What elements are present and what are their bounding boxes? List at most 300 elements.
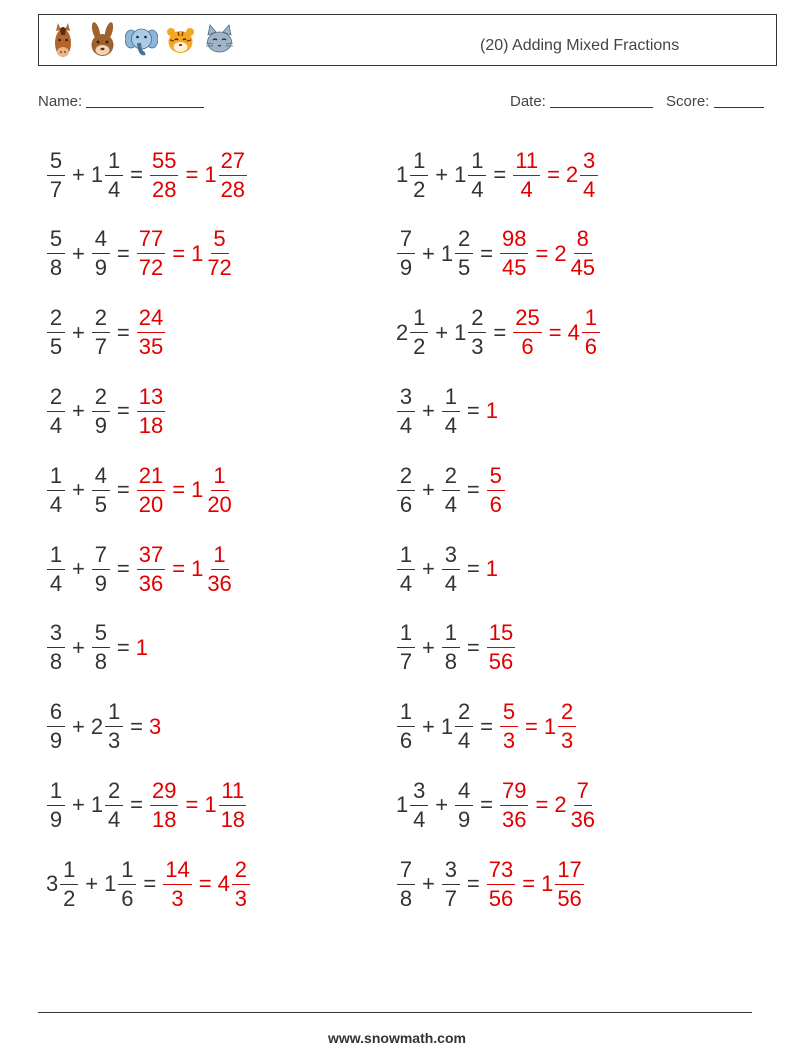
fraction <box>455 228 473 279</box>
mixed-number <box>191 541 235 596</box>
fraction <box>468 147 486 202</box>
denominator: 4 <box>444 412 457 438</box>
whole-part: 1 <box>454 162 467 187</box>
mixed-number <box>46 701 66 752</box>
denominator: 45 <box>570 255 596 281</box>
equals-sign: = <box>130 713 143 739</box>
cat-icon <box>203 21 236 59</box>
denominator: 7 <box>399 649 413 675</box>
mixed-number <box>512 147 541 202</box>
fraction <box>219 777 247 832</box>
plus-sign: + <box>422 556 435 581</box>
numerator: 13 <box>137 386 165 412</box>
mixed-number <box>396 383 416 438</box>
whole-part: 1 <box>90 162 104 187</box>
numerator: 2 <box>455 228 473 254</box>
fraction <box>92 228 110 279</box>
fraction <box>60 856 78 911</box>
fraction <box>137 383 165 438</box>
mixed-number <box>396 622 416 673</box>
denominator: 9 <box>49 728 63 754</box>
plus-sign: + <box>72 556 85 581</box>
numerator: 1 <box>397 622 415 648</box>
fraction <box>397 622 415 673</box>
equals-sign: = <box>116 634 130 660</box>
numerator: 2 <box>92 386 110 412</box>
denominator: 9 <box>94 255 107 281</box>
answer <box>136 307 166 358</box>
fraction <box>47 147 65 202</box>
denominator: 9 <box>457 806 471 832</box>
equals-sign: = <box>493 162 507 187</box>
fraction <box>513 307 541 358</box>
problem-row <box>46 460 235 520</box>
name-blank[interactable] <box>86 93 204 108</box>
answer <box>486 856 585 911</box>
fraction <box>205 462 233 517</box>
problem-row <box>46 539 235 599</box>
mixed-number <box>104 856 137 911</box>
mixed-number <box>46 462 66 517</box>
numerator: 6 <box>47 701 65 727</box>
numerator: 98 <box>500 228 528 254</box>
plus-sign: + <box>422 477 435 503</box>
fraction <box>487 622 515 673</box>
mixed-number <box>499 228 529 279</box>
whole-part: 1 <box>541 871 554 897</box>
mixed-number <box>91 462 111 517</box>
numerator: 2 <box>92 307 110 333</box>
fraction <box>397 541 415 596</box>
numerator: 5 <box>211 228 229 254</box>
fraction <box>92 462 110 517</box>
mixed-number <box>46 622 66 673</box>
numerator: 73 <box>487 859 515 885</box>
fraction <box>468 307 486 358</box>
mixed-number <box>204 777 248 832</box>
fraction <box>47 228 65 279</box>
answer <box>136 383 166 438</box>
numerator: 3 <box>442 859 460 885</box>
equals-sign: = <box>116 319 130 345</box>
fraction <box>580 147 598 202</box>
numerator: 5 <box>92 622 110 648</box>
denominator: 4 <box>107 176 121 202</box>
equals-sign: = <box>185 162 199 187</box>
numerator: 5 <box>47 150 65 176</box>
fraction <box>219 147 247 202</box>
problem-row <box>396 381 499 441</box>
problem-row <box>46 775 248 835</box>
fraction <box>105 701 123 752</box>
fraction <box>397 856 415 911</box>
mixed-number <box>162 856 192 911</box>
fraction <box>137 462 165 517</box>
mixed-number <box>499 777 529 832</box>
mixed-number <box>486 398 499 424</box>
footer-divider <box>38 1012 752 1013</box>
numerator: 1 <box>582 307 600 333</box>
equals-sign: = <box>535 792 549 818</box>
denominator: 4 <box>444 570 457 596</box>
denominator: 4 <box>107 806 121 832</box>
date-field[interactable] <box>510 93 653 110</box>
denominator: 36 <box>138 570 164 596</box>
mixed-number <box>46 777 66 832</box>
answer <box>486 398 499 424</box>
numerator: 7 <box>92 544 110 570</box>
denominator: 4 <box>49 570 63 596</box>
numerator: 7 <box>397 228 415 254</box>
plus-sign: + <box>72 319 85 345</box>
mixed-number <box>149 714 162 740</box>
mixed-number <box>486 556 499 582</box>
mixed-number <box>149 147 179 202</box>
numerator: 77 <box>137 228 165 254</box>
numerator: 15 <box>487 622 515 648</box>
mixed-number <box>136 228 166 279</box>
numerator: 29 <box>150 780 178 806</box>
mixed-number <box>191 228 235 279</box>
problem-row <box>396 618 516 678</box>
whole-part: 2 <box>554 240 567 266</box>
answer <box>149 714 162 740</box>
mixed-number <box>91 307 111 358</box>
whole-part: 4 <box>217 871 230 897</box>
mixed-number <box>136 383 166 438</box>
fraction <box>205 541 233 596</box>
answer <box>499 701 577 752</box>
answer <box>512 307 601 358</box>
numerator: 3 <box>397 386 415 412</box>
mixed-number <box>91 228 111 279</box>
fraction <box>118 856 136 911</box>
denominator: 9 <box>49 806 63 832</box>
numerator: 2 <box>47 307 65 333</box>
equals-sign: = <box>143 871 157 897</box>
numerator: 2 <box>47 386 65 412</box>
numerator: 1 <box>442 622 460 648</box>
mixed-number <box>554 777 598 832</box>
denominator: 36 <box>207 570 232 596</box>
fraction <box>500 701 518 752</box>
fraction <box>569 777 597 832</box>
denominator: 28 <box>220 176 246 202</box>
fraction <box>487 856 515 911</box>
mixed-number <box>91 541 111 596</box>
plus-sign: + <box>72 792 85 818</box>
mixed-number <box>512 307 542 358</box>
problem-row <box>396 697 577 757</box>
denominator: 72 <box>138 255 164 281</box>
whole-part: 1 <box>396 162 409 187</box>
denominator: 6 <box>521 334 534 360</box>
problem-row <box>396 854 585 914</box>
fraction <box>163 856 191 911</box>
numerator: 1 <box>47 544 65 570</box>
plus-sign: + <box>422 871 435 897</box>
fraction <box>92 541 110 596</box>
denominator: 5 <box>94 491 107 517</box>
equals-sign: = <box>466 871 480 897</box>
mixed-number <box>46 856 79 911</box>
numerator: 11 <box>219 780 246 806</box>
equals-sign: = <box>185 792 199 818</box>
mixed-number <box>136 462 166 517</box>
denominator: 9 <box>399 255 413 281</box>
whole-part: 1 <box>204 792 217 818</box>
denominator: 28 <box>151 176 177 202</box>
plus-sign: + <box>422 713 435 739</box>
fraction <box>137 541 165 596</box>
problem-row <box>396 460 506 520</box>
fraction <box>442 622 460 673</box>
fraction <box>92 307 110 358</box>
numerator: 1 <box>47 780 65 806</box>
mixed-number <box>46 228 66 279</box>
fraction <box>47 383 65 438</box>
denominator: 3 <box>234 885 247 911</box>
equals-sign: = <box>172 477 186 503</box>
mixed-number <box>454 777 474 832</box>
problem-row <box>46 303 166 363</box>
whole-part: 1 <box>191 477 204 503</box>
equals-sign: = <box>547 162 560 187</box>
equals-sign: = <box>172 556 186 581</box>
equals-sign: = <box>480 240 493 266</box>
fraction <box>410 147 428 202</box>
denominator: 6 <box>121 885 134 911</box>
numerator: 1 <box>442 386 460 412</box>
answer <box>499 777 598 832</box>
footer-site: www.snowmath.com <box>328 1030 466 1046</box>
denominator: 6 <box>399 728 413 754</box>
problem-row <box>396 145 599 205</box>
denominator: 4 <box>49 491 63 517</box>
problem-row <box>46 381 166 441</box>
denominator: 4 <box>471 176 484 202</box>
numerator: 3 <box>47 622 65 648</box>
fraction <box>47 622 65 673</box>
answer <box>149 777 248 832</box>
equals-sign: = <box>480 792 493 818</box>
mixed-number <box>441 228 474 279</box>
mixed-number <box>396 462 416 517</box>
fraction <box>47 777 65 832</box>
fraction <box>582 307 600 358</box>
plus-sign: + <box>72 477 85 503</box>
equals-sign: = <box>522 871 536 897</box>
name-field[interactable] <box>38 93 204 110</box>
equals-sign: = <box>130 792 143 818</box>
whole-part: 1 <box>485 398 498 424</box>
equals-sign: = <box>466 556 480 581</box>
fraction <box>397 383 415 438</box>
denominator: 6 <box>584 334 597 360</box>
equals-sign: = <box>116 398 130 424</box>
mixed-number <box>396 701 416 752</box>
answer <box>512 147 599 202</box>
mixed-number <box>454 147 487 202</box>
fraction <box>442 383 460 438</box>
denominator: 56 <box>557 885 582 911</box>
plus-sign: + <box>422 398 435 424</box>
answer <box>136 228 235 279</box>
mixed-number <box>204 147 248 202</box>
numerator: 2 <box>455 701 473 727</box>
answer <box>136 541 235 596</box>
numerator: 8 <box>574 228 592 254</box>
mixed-number <box>396 228 416 279</box>
fraction <box>232 856 250 911</box>
denominator: 4 <box>444 491 457 517</box>
mixed-number <box>486 622 516 673</box>
equals-sign: = <box>466 477 480 503</box>
numerator: 5 <box>47 228 65 254</box>
numerator: 3 <box>580 150 598 176</box>
mixed-number <box>91 622 111 673</box>
denominator: 4 <box>399 570 413 596</box>
fraction <box>500 228 528 279</box>
equals-sign: = <box>493 319 507 345</box>
plus-sign: + <box>85 871 99 897</box>
denominator: 72 <box>207 255 232 281</box>
numerator: 79 <box>500 780 528 806</box>
fraction <box>397 228 415 279</box>
equals-sign: = <box>116 556 130 581</box>
fraction <box>455 701 473 752</box>
fraction <box>47 701 65 752</box>
mixed-number <box>149 777 179 832</box>
plus-sign: + <box>72 634 85 660</box>
whole-part: 1 <box>396 792 409 818</box>
answer <box>162 856 251 911</box>
mixed-number <box>441 701 474 752</box>
denominator: 18 <box>220 806 246 832</box>
whole-part: 2 <box>565 162 579 187</box>
plus-sign: + <box>72 162 85 187</box>
problem-row <box>396 303 601 363</box>
denominator: 4 <box>457 728 471 754</box>
denominator: 8 <box>444 649 457 675</box>
mixed-number <box>90 147 124 202</box>
fraction <box>442 541 460 596</box>
numerator: 2 <box>468 307 486 333</box>
answer <box>136 635 149 661</box>
tiger-icon <box>164 21 197 59</box>
plus-sign: + <box>422 634 435 660</box>
horse-icon <box>47 21 80 59</box>
numerator: 2 <box>558 701 576 727</box>
mixed-number <box>486 462 506 517</box>
mixed-number <box>217 856 251 911</box>
equals-sign: = <box>116 477 130 503</box>
numerator: 27 <box>219 150 247 176</box>
numerator: 11 <box>513 150 540 176</box>
fraction <box>105 777 123 832</box>
denominator: 5 <box>49 334 63 360</box>
mixed-number <box>90 777 124 832</box>
numerator: 55 <box>150 150 178 176</box>
mixed-number <box>136 635 149 661</box>
score-blank[interactable] <box>714 93 764 108</box>
whole-part: 4 <box>567 319 580 345</box>
mixed-number <box>441 462 461 517</box>
whole-part: 1 <box>454 319 467 345</box>
numerator: 21 <box>137 465 165 491</box>
denominator: 20 <box>207 491 232 517</box>
denominator: 2 <box>63 885 76 911</box>
numerator: 1 <box>468 150 486 176</box>
numerator: 4 <box>455 780 473 806</box>
denominator: 8 <box>399 885 413 911</box>
denominator: 45 <box>501 255 527 281</box>
fraction <box>47 307 65 358</box>
numerator: 1 <box>105 150 123 176</box>
numerator: 1 <box>60 859 78 885</box>
denominator: 4 <box>520 176 533 202</box>
fraction <box>455 777 473 832</box>
fraction <box>47 462 65 517</box>
problem-row <box>46 854 251 914</box>
denominator: 36 <box>501 806 527 832</box>
fraction <box>150 777 178 832</box>
equals-sign: = <box>480 713 493 739</box>
whole-part: 1 <box>191 240 204 266</box>
mixed-number <box>191 462 235 517</box>
mixed-number <box>565 147 599 202</box>
denominator: 56 <box>488 885 514 911</box>
fraction <box>397 701 415 752</box>
denominator: 7 <box>49 176 63 202</box>
mixed-number <box>441 856 461 911</box>
whole-part: 3 <box>46 871 59 897</box>
denominator: 20 <box>138 491 164 517</box>
mixed-number <box>136 307 166 358</box>
donkey-icon <box>86 21 119 59</box>
whole-part: 1 <box>543 713 557 739</box>
numerator: 3 <box>410 780 428 806</box>
score-field[interactable] <box>666 93 764 110</box>
denominator: 9 <box>94 570 107 596</box>
numerator: 2 <box>397 465 415 491</box>
denominator: 8 <box>94 649 107 675</box>
answer <box>136 462 235 517</box>
numerator: 1 <box>410 150 428 176</box>
date-blank[interactable] <box>550 93 653 108</box>
problem-row <box>46 618 149 678</box>
equals-sign: = <box>172 240 186 266</box>
fraction <box>137 228 165 279</box>
denominator: 7 <box>444 885 457 911</box>
plus-sign: + <box>72 713 85 739</box>
fraction <box>555 856 583 911</box>
whole-part: 1 <box>440 713 454 739</box>
mixed-number <box>91 701 124 752</box>
fraction <box>442 462 460 517</box>
problem-row <box>396 224 598 284</box>
numerator: 1 <box>211 544 229 570</box>
denominator: 3 <box>502 728 516 754</box>
numerator: 5 <box>500 701 518 727</box>
numerator: 1 <box>397 544 415 570</box>
equals-sign: = <box>524 713 538 739</box>
denominator: 9 <box>94 412 107 438</box>
denominator: 3 <box>471 334 484 360</box>
mixed-number <box>441 622 461 673</box>
whole-part: 1 <box>104 871 117 897</box>
name-label: Name: <box>38 93 83 110</box>
